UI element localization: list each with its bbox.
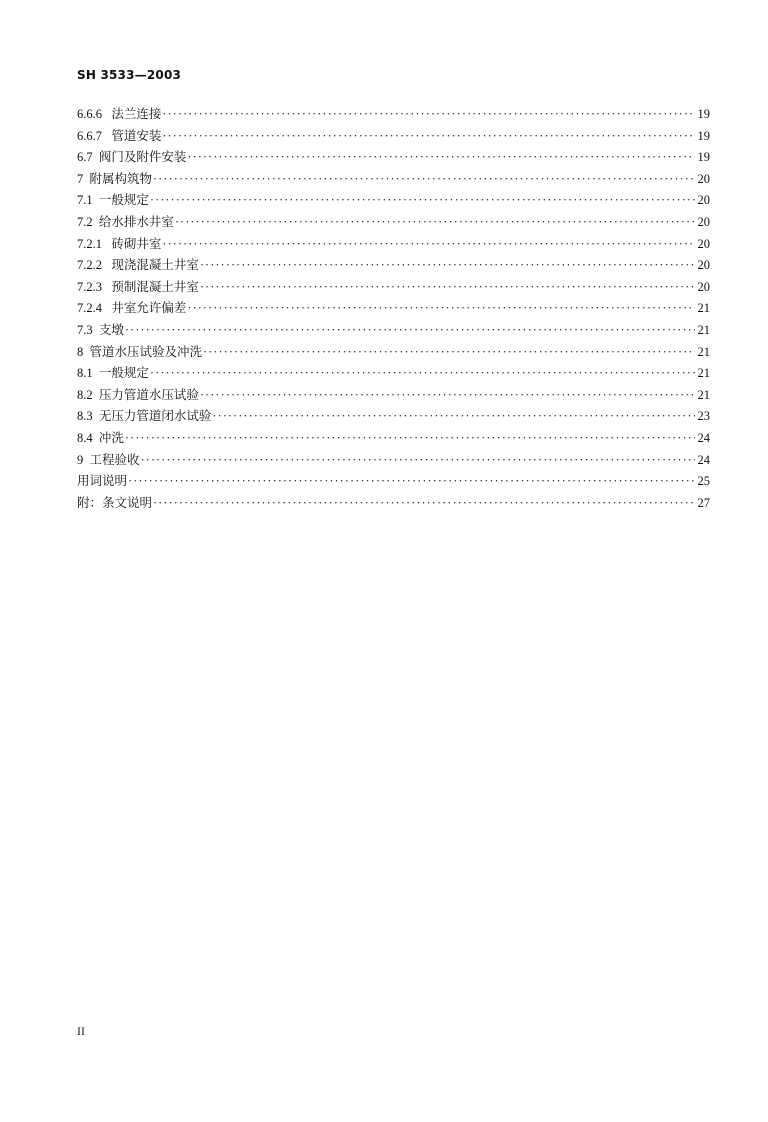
dot-leader xyxy=(128,474,695,489)
toc-entry[interactable] xyxy=(77,342,710,364)
toc-section-title: 支墩 xyxy=(98,322,124,337)
toc-entry[interactable] xyxy=(77,428,710,450)
toc-section-title: 给水排水井室 xyxy=(98,214,174,229)
toc-section-title: 砖砌井室 xyxy=(111,236,162,251)
toc-section-number: 7.2.4 xyxy=(77,301,102,316)
dot-leader xyxy=(150,366,695,381)
dot-leader xyxy=(153,496,695,511)
table-of-contents xyxy=(77,104,710,514)
toc-section-number: 8.1 xyxy=(77,366,93,381)
dot-leader xyxy=(125,323,695,338)
toc-entry[interactable] xyxy=(77,126,710,148)
dot-leader xyxy=(162,237,695,252)
toc-entry[interactable] xyxy=(77,190,710,212)
toc-page-number: 20 xyxy=(697,214,710,229)
toc-page-number: 20 xyxy=(697,171,710,186)
toc-page-number: 24 xyxy=(697,452,710,467)
toc-entry[interactable] xyxy=(77,277,710,299)
toc-page-number: 23 xyxy=(697,409,710,424)
dot-leader xyxy=(153,172,695,187)
toc-section-title: 压力管道水压试验 xyxy=(98,387,199,402)
toc-section-title: 一般规定 xyxy=(98,366,149,381)
toc-entry[interactable] xyxy=(77,406,710,428)
toc-page-number: 19 xyxy=(697,107,710,121)
dot-leader xyxy=(200,280,695,295)
toc-entry[interactable] xyxy=(77,385,710,407)
toc-page-number: 27 xyxy=(697,495,710,510)
toc-entry[interactable] xyxy=(77,234,710,256)
toc-entry[interactable] xyxy=(77,363,710,385)
dot-leader xyxy=(203,345,695,360)
toc-section-number: 6.6.6 xyxy=(77,107,102,121)
toc-entry[interactable] xyxy=(77,147,710,169)
toc-section-title: 阀门及附件安装 xyxy=(98,150,187,165)
toc-section-number: 6.7 xyxy=(77,150,93,165)
dot-leader xyxy=(200,388,695,403)
toc-page-number: 21 xyxy=(697,344,710,359)
toc-section-number: 8.3 xyxy=(77,409,93,424)
toc-section-number: 7.2.1 xyxy=(77,236,102,251)
toc-entry[interactable] xyxy=(77,450,710,472)
dot-leader xyxy=(162,107,695,122)
toc-section-number: 7.2 xyxy=(77,214,93,229)
toc-page-number: 24 xyxy=(697,430,710,445)
toc-section-number: 7.2.3 xyxy=(77,279,102,294)
toc-entry[interactable] xyxy=(77,320,710,342)
toc-page-number: 20 xyxy=(697,279,710,294)
toc-page-number: 20 xyxy=(697,258,710,273)
dot-leader xyxy=(141,453,695,468)
toc-section-number: 8 xyxy=(77,344,84,359)
dot-leader xyxy=(200,258,695,273)
toc-section-number: 7.1 xyxy=(77,193,93,208)
toc-section-title: 无压力管道闭水试验 xyxy=(98,409,212,424)
page-number-footer: II xyxy=(77,1024,85,1038)
dot-leader xyxy=(187,301,695,316)
toc-entry[interactable] xyxy=(77,493,710,515)
dot-leader xyxy=(162,129,695,144)
toc-section-title: 附属构筑物 xyxy=(89,171,153,186)
toc-section-title: 一般规定 xyxy=(98,193,149,208)
dot-leader xyxy=(175,215,695,230)
toc-section-title: 井室允许偏差 xyxy=(111,301,187,316)
toc-section-number: 7.3 xyxy=(77,322,93,337)
toc-section-title: 现浇混凝土井室 xyxy=(111,258,199,273)
toc-page-number: 20 xyxy=(697,236,710,251)
toc-page-number: 21 xyxy=(697,301,710,316)
dot-leader xyxy=(150,193,695,208)
toc-section-number: 8.4 xyxy=(77,430,93,445)
toc-section-title: 预制混凝土井室 xyxy=(111,279,199,294)
toc-section-title: 管道水压试验及冲洗 xyxy=(89,344,203,359)
toc-entry[interactable] xyxy=(77,104,710,126)
document-code-header: SH 3533—2003 xyxy=(77,68,182,82)
dot-leader xyxy=(125,431,695,446)
toc-section-number: 7 xyxy=(77,171,84,186)
toc-section-number: 9 xyxy=(77,452,84,467)
toc-section-title: 用词说明 xyxy=(77,474,128,489)
toc-page-number: 25 xyxy=(697,474,710,489)
toc-entry[interactable] xyxy=(77,298,710,320)
toc-entry[interactable] xyxy=(77,471,710,493)
toc-section-title: 工程验收 xyxy=(89,452,140,467)
toc-section-number: 8.2 xyxy=(77,387,93,402)
toc-section-number: 6.6.7 xyxy=(77,128,102,143)
toc-entry[interactable] xyxy=(77,169,710,191)
toc-page-number: 19 xyxy=(697,128,710,143)
toc-section-title: 管道安装 xyxy=(111,128,162,143)
toc-section-title: 冲洗 xyxy=(98,430,124,445)
dot-leader xyxy=(187,150,695,165)
toc-page-number: 20 xyxy=(697,193,710,208)
dot-leader xyxy=(212,409,695,424)
toc-page-number: 21 xyxy=(697,387,710,402)
toc-section-title: 法兰连接 xyxy=(111,107,162,121)
toc-page-number: 21 xyxy=(697,322,710,337)
toc-page-number: 21 xyxy=(697,366,710,381)
toc-page-number: 19 xyxy=(697,150,710,165)
toc-entry[interactable] xyxy=(77,255,710,277)
toc-section-number: 7.2.2 xyxy=(77,258,102,273)
toc-section-title: 附：条文说明 xyxy=(77,495,153,510)
toc-entry[interactable] xyxy=(77,212,710,234)
